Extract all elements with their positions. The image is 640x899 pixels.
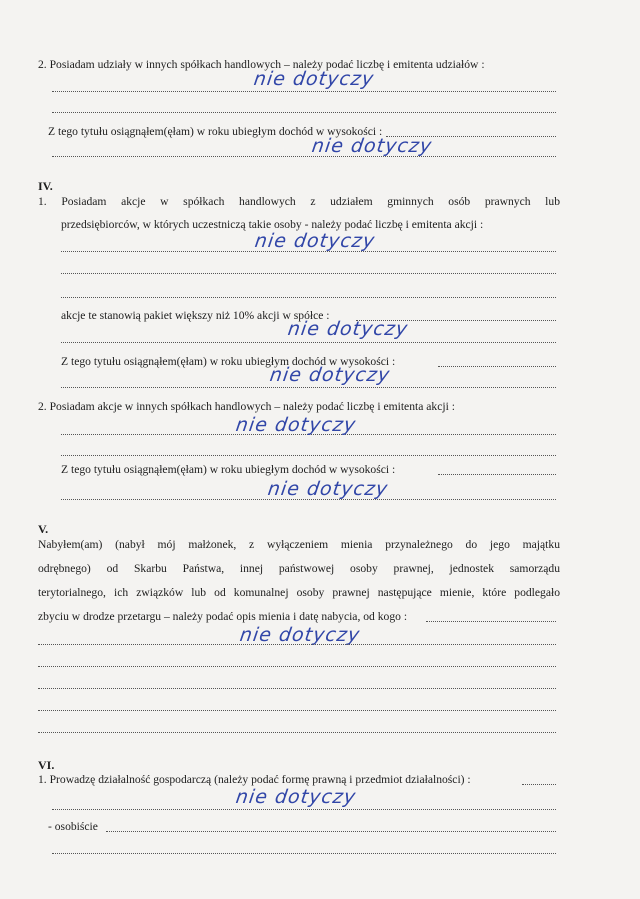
answer-line [61, 297, 556, 298]
handwritten-answer: nie dotyczy [266, 478, 390, 500]
section-iv-heading: IV. [38, 179, 53, 193]
shares-other-question: 2. Posiadam akcje w innych spółkach handlowych – należy podać liczbę i emitenta akcji : [38, 400, 455, 413]
handwritten-answer: nie dotyczy [286, 318, 410, 340]
handwritten-answer: nie dotyczy [238, 624, 362, 646]
section-v-heading: V. [38, 522, 49, 536]
answer-line [38, 666, 556, 667]
shares-municipal-question-line1: 1. Posiadam akcje w spółkach handlowych z udziałem gminnych osób prawnych lub [38, 195, 560, 208]
handwritten-answer: nie dotyczy [268, 364, 392, 386]
handwritten-answer: nie dotyczy [310, 135, 434, 157]
answer-line [38, 732, 556, 733]
handwritten-answer: nie dotyczy [253, 230, 377, 252]
answer-line [52, 91, 556, 92]
answer-line [61, 387, 556, 388]
personally-value-line [106, 831, 556, 832]
answer-line [61, 455, 556, 456]
shares-other-companies-question: 2. Posiadam udziały w innych spółkach handlowych – należy podać liczbę i emitenta udziałów : [38, 58, 485, 71]
answer-line [38, 688, 556, 689]
answer-line [52, 809, 556, 810]
shares-municipal-question-line2: przedsiębiorców, w których uczestniczą takie osoby - należy podać liczbę i emitenta akcji : [61, 218, 484, 231]
handwritten-answer: nie dotyczy [252, 68, 376, 90]
acquired-property-line1: Nabyłem(am) (nabył mój małżonek, z wyłączeniem mienia przynależnego do jego majątku [38, 538, 560, 551]
income-value-line [438, 366, 556, 367]
answer-line [38, 644, 556, 645]
business-activity-question: 1. Prowadzę działalność gospodarczą (należy podać formę prawną i przedmiot działalności) : [38, 773, 471, 786]
answer-line [61, 499, 556, 500]
acquired-property-line3: terytorialnego, ich związków lub od komunalnej osoby prawnej następujące mienie, które podlegało [38, 586, 560, 599]
answer-line [38, 710, 556, 711]
answer-line [52, 156, 556, 157]
income-label: Z tego tytułu osiągnąłem(ęłam) w roku ubiegłym dochód w wysokości : [61, 463, 396, 476]
handwritten-answer: nie dotyczy [234, 414, 358, 436]
business-value-line [522, 784, 556, 785]
acquired-value-line [426, 621, 556, 622]
answer-line [61, 273, 556, 274]
section-vi-heading: VI. [38, 758, 55, 772]
income-label: Z tego tytułu osiągnąłem(ęłam) w roku ubiegłym dochód w wysokości : [48, 125, 383, 138]
income-value-line [438, 474, 556, 475]
personally-label: - osobiście [48, 820, 98, 833]
income-label: Z tego tytułu osiągnąłem(ęłam) w roku ubiegłym dochód w wysokości : [61, 355, 396, 368]
stake-question: akcje te stanowią pakiet większy niż 10% akcji w spółce : [61, 309, 330, 322]
answer-line [52, 853, 556, 854]
acquired-property-line2: odrębnego) od Skarbu Państwa, innej państwowej osoby prawnej, jednostek samorządu [38, 562, 560, 575]
answer-line [61, 342, 556, 343]
handwritten-answer: nie dotyczy [234, 786, 358, 808]
acquired-property-line4: zbyciu w drodze przetargu – należy podać opis mienia i datę nabycia, od kogo : [38, 610, 408, 623]
answer-line [52, 112, 556, 113]
